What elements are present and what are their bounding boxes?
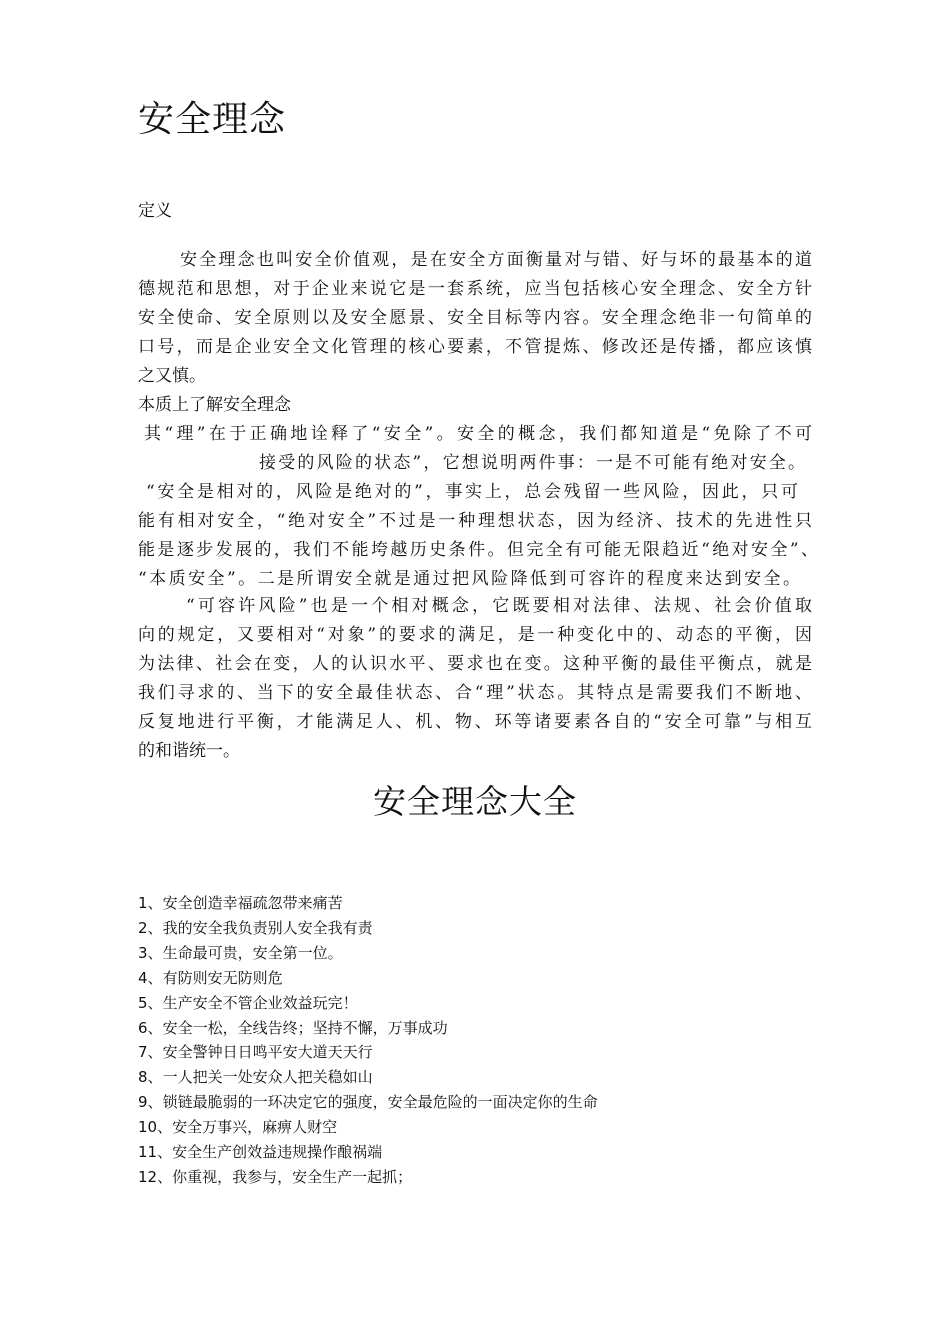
list-item (138, 1016, 598, 1041)
paragraph-line: 为法律、社会在变，人的认识水平、要求也在变。这种平衡的最佳平衡点，就是 (138, 654, 812, 674)
paragraph-line: “本质安全”。二是所谓安全就是通过把风险降低到可容许的程度来达到安全。 (138, 569, 800, 589)
slogan-number: 6 (138, 1018, 148, 1037)
slogan-separator: 、 (157, 1167, 173, 1186)
list-item (138, 991, 598, 1016)
subheading-essence: 本质上了解安全理念 (138, 395, 291, 415)
definition-heading: 定义 (138, 201, 172, 221)
slogan-number: 10 (138, 1118, 158, 1137)
slogan-text: 安全创造幸福疏忽带来痛苦 (162, 894, 343, 912)
slogan-number: 8 (138, 1068, 148, 1087)
paragraph-line: “安全是相对的，风险是绝对的”，事实上，总会残留一些风险，因此，只可 (146, 482, 798, 502)
paragraph-line: 反复地进行平衡，才能满足人、机、物、环等诸要素各自的“安全可靠”与相互 (138, 712, 812, 732)
paragraph-line: 安全使命、安全原则以及安全愿景、安全目标等内容。安全理念绝非一句简单的 (138, 308, 812, 328)
paragraph-line: 德规范和思想，对于企业来说它是一套系统，应当包括核心安全理念、安全方针 (138, 279, 812, 299)
slogan-separator: 、 (147, 1093, 163, 1112)
slogan-separator: 、 (147, 968, 163, 987)
paragraph-line: 能是逐步发展的，我们不能垮越历史条件。但完全有可能无限趋近“绝对安全”、 (138, 540, 818, 560)
paragraph-line: 口号，而是企业安全文化管理的核心要素，不管提炼、修改还是传播，都应该慎 (138, 337, 812, 357)
list-item (138, 941, 598, 966)
slogan-list (138, 891, 598, 1190)
slogan-text: 你重视，我参与，安全生产一起抓； (172, 1167, 413, 1186)
slogan-number: 12 (138, 1167, 158, 1186)
slogan-number: 3 (138, 943, 148, 962)
list-item (138, 1040, 598, 1065)
slogan-number: 9 (138, 1093, 148, 1112)
slogan-number: 11 (138, 1143, 158, 1162)
slogan-separator: 、 (157, 1143, 173, 1162)
collection-title: 安全理念大全 (373, 782, 577, 821)
slogan-text: 安全万事兴，麻痹人财空 (172, 1118, 338, 1137)
slogan-text: 安全一松，全线告终；坚持不懈，万事成功 (162, 1018, 448, 1037)
paragraph-line: 我们寻求的、当下的安全最佳状态、合“理”状态。其特点是需要我们不断地、 (138, 683, 812, 703)
slogan-text: 我的安全我负责别人安全我有责 (162, 918, 373, 937)
slogan-number: 1 (138, 894, 148, 912)
page-title: 安全理念 (138, 99, 287, 140)
paragraph-line: “可容许风险”也是一个相对概念，它既要相对法律、法规、社会价值取 (186, 596, 812, 616)
slogan-number: 4 (138, 968, 148, 987)
list-item (138, 916, 598, 941)
paragraph-line: 安全理念也叫安全价值观，是在安全方面衡量对与错、好与坏的最基本的道 (180, 250, 812, 270)
slogan-separator: 、 (147, 943, 163, 962)
slogan-text: 安全生产创效益违规操作酿祸端 (172, 1143, 383, 1162)
slogan-separator: 、 (147, 894, 163, 912)
slogan-separator: 、 (147, 1018, 163, 1037)
slogan-separator: 、 (157, 1118, 173, 1137)
slogan-separator: 、 (147, 993, 163, 1012)
list-item (138, 1115, 598, 1140)
slogan-text: 有防则安无防则危 (162, 968, 283, 987)
list-item (138, 1140, 598, 1165)
slogan-separator: 、 (147, 1043, 163, 1062)
paragraph-line: 其“理”在于正确地诠释了“安全”。安全的概念，我们都知道是“免除了不可 (144, 424, 812, 444)
slogan-text: 锁链最脆弱的一环决定它的强度，安全最危险的一面决定你的生命 (162, 1093, 598, 1112)
paragraph-line: 向的规定，又要相对“对象”的要求的满足，是一种变化中的、动态的平衡，因 (138, 625, 812, 645)
list-item (138, 1090, 598, 1115)
slogan-number: 7 (138, 1043, 148, 1062)
slogan-number: 5 (138, 993, 148, 1012)
paragraph-line: 能有相对安全，“绝对安全”不过是一种理想状态，因为经济、技术的先进性只 (138, 511, 812, 531)
list-item (138, 966, 598, 991)
paragraph-line: 的和谐统一。 (138, 741, 240, 761)
slogan-text: 生产安全不管企业效益玩完！ (162, 993, 358, 1012)
list-item (138, 1165, 598, 1190)
slogan-text: 生命最可贵，安全第一位。 (162, 943, 343, 962)
paragraph-line: 接受的风险的状态”，它想说明两件事：一是不可能有绝对安全。 (259, 453, 805, 473)
slogan-number: 2 (138, 918, 148, 937)
slogan-separator: 、 (147, 1068, 163, 1087)
list-item (138, 891, 598, 916)
slogan-text: 一人把关一处安众人把关稳如山 (162, 1068, 373, 1087)
slogan-text: 安全警钟日日鸣平安大道天天行 (162, 1043, 373, 1062)
paragraph-line: 之又慎。 (138, 366, 206, 386)
slogan-separator: 、 (147, 918, 163, 937)
list-item (138, 1065, 598, 1090)
